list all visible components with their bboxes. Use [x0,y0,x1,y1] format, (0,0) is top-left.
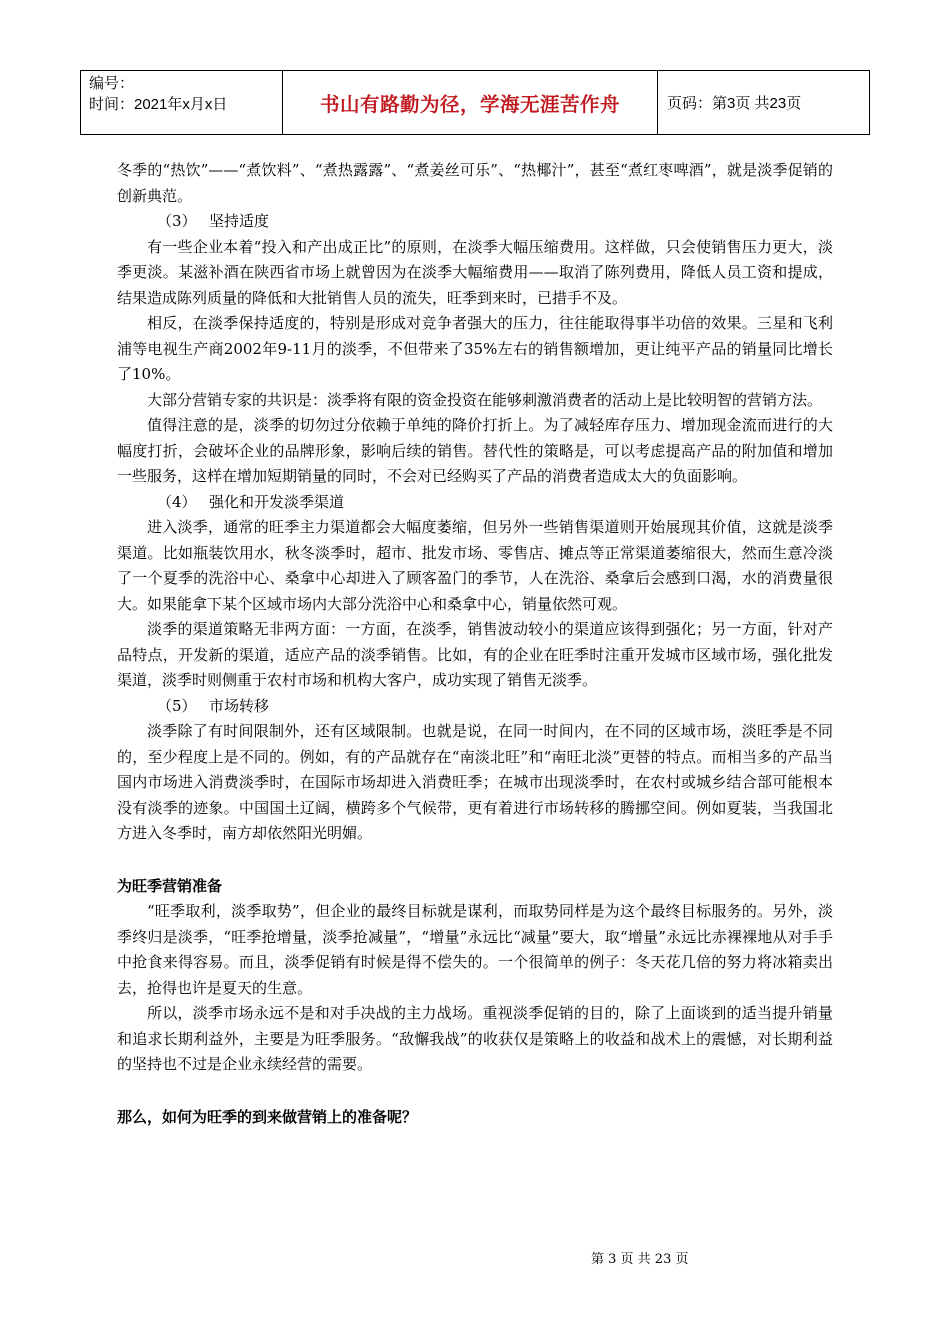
header-motto: 书山有路勤为径，学海无涯苦作舟 [283,71,658,134]
subsection-number: （5） [157,696,197,715]
body-paragraph: 进入淡季，通常的旺季主力渠道都会大幅度萎缩，但另外一些销售渠道则开始展现其价值，这就是淡季渠道。比如瓶装饮用水，秋冬淡季时，超市、批发市场、零售店、摊点等正常渠道萎缩很大，然而生意冷淡了一个夏季的洗浴中心、桑拿中心却进入了顾客盈门的季节，人在洗浴、桑拿后会感到口渴，水的消费量很大。如果能拿下某个区域市场内大部分洗浴中心和桑拿中心，销量依然可观。 [117,518,833,613]
subsection-title: 坚持适度 [209,212,270,230]
subsection-heading [117,694,833,720]
header-page-info: 页码：第3页 共23页 [667,95,802,112]
body-paragraph: 冬季的“热饮”——“煮饮料”、“煮热露露”、“煮姜丝可乐”、“热椰汁”，甚至“煮红枣啤酒”，就是淡季促销的创新典范。 [117,161,833,205]
subsection-number: （3） [157,212,197,230]
body-paragraph: 大部分营销专家的共识是：淡季将有限的资金投资在能够刺激消费者的活动上是比较明智的营销方法。 [147,390,823,409]
document-body [117,158,833,1130]
header-meta [81,71,283,134]
body-paragraph: 淡季的渠道策略无非两方面：一方面，在淡季，销售波动较小的渠道应该得到强化；另一方面，针对产品特点，开发新的渠道，适应产品的淡季销售。比如，有的企业在旺季时注重开发城市区域市场，强化批发渠道，淡季时则侧重于农村市场和机构大客户，成功实现了销售无淡季。 [117,620,833,689]
section-heading: 那么，如何为旺季的到来做营销上的准备呢？ [117,1107,418,1126]
subsection-heading [117,209,833,235]
subsection-title: 市场转移 [209,696,270,715]
subsection-title: 强化和开发淡季渠道 [209,492,345,511]
body-paragraph: 所以，淡季市场永远不是和对手决战的主力战场。重视淡季促销的目的，除了上面谈到的适当提升销量和追求长期利益外，主要是为旺季服务。“敌懈我战”的收获仅是策略上的收益和战术上的震憾，对长期利益的坚持也不过是企业永续经营的需要。 [117,1004,833,1073]
body-paragraph: 淡季除了有时间限制外，还有区域限制。也就是说，在同一时间内，在不同的区域市场，淡旺季是不同的，至少程度上是不同的。例如，有的产品就存在“南淡北旺”和“南旺北淡”更替的特点。而相当多的产品当国内市场进入消费淡季时，在国际市场却进入消费旺季；在城市出现淡季时，在农村或城乡结合部可能根本没有淡季的迹象。中国国土辽阔，横跨多个气候带，更有着进行市场转移的腾挪空间。例如夏装，当我国北方进入冬季时，南方却依然阳光明媚。 [117,722,833,842]
subsection-heading [117,490,833,516]
body-paragraph: 有一些企业本着“投入和产出成正比”的原则，在淡季大幅压缩费用。这样做，只会使销售压力更大，淡季更淡。某滋补酒在陕西省市场上就曾因为在淡季大幅缩费用——取消了陈列费用，降低人员工资和提成，结果造成陈列质量的降低和大批销售人员的流失，旺季到来时，已措手不及。 [117,237,833,307]
body-paragraph: “旺季取利，淡季取势”，但企业的最终目标就是谋利，而取势同样是为这个最终目标服务的。另外，淡季终归是淡季，“旺季抢增量，淡季抢减量”，“增量”永远比“减量”要大，取“增量”永远比赤裸裸地从对手手中抢食来得容易。而且，淡季促销有时候是得不偿失的。一个很简单的例子：冬天花几倍的努力将冰箱卖出去，抢得也许是夏天的生意。 [117,902,833,997]
section-heading: 为旺季营销准备 [117,876,223,895]
body-paragraph: 值得注意的是，淡季的切勿过分依赖于单纯的降价打折上。为了减轻库存压力、增加现金流而进行的大幅度打折，会破坏企业的品牌形象，影响后续的销售。替代性的策略是，可以考虑提高产品的附加值和增加一些服务，这样在增加短期销量的同时，不会对已经购买了产品的消费者造成太大的负面影响。 [117,416,833,485]
header-table [80,70,870,135]
serial-label: 编号： [89,75,135,92]
subsection-number: （4） [157,492,197,511]
body-paragraph: 相反，在淡季保持适度的，特别是形成对竞争者强大的压力，往往能取得事半功倍的效果。三星和飞利浦等电视生产商2002年9-11月的淡季，不但带来了35%左右的销售额增加，更让纯平产品的销量同比增长了10%。 [117,314,833,383]
page-footer: 第 3 页 共 23 页 [591,1252,689,1267]
date-label: 时间：2021年x月x日 [89,96,228,113]
